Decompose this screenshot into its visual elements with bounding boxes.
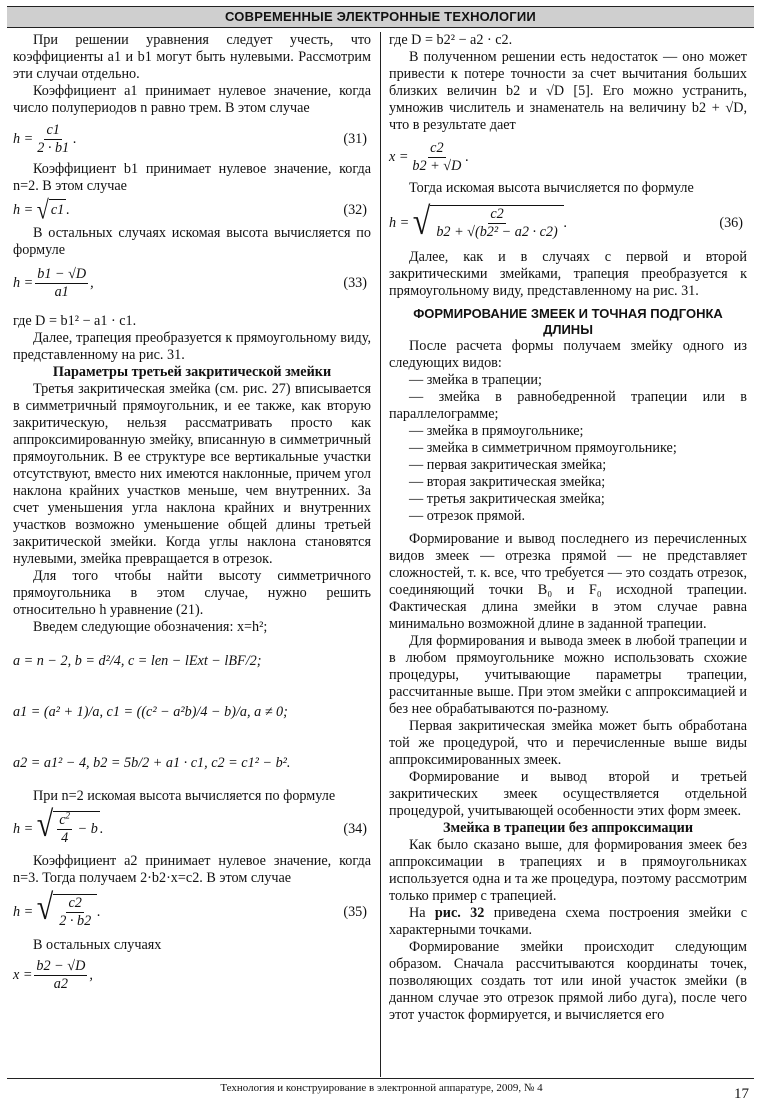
paragraph: Далее, как и в случаях с первой и второй закритическими змейками, трапеция преобразуется к прямоугольному виду, представленному на рис. 31. (389, 249, 747, 299)
paragraph: где D = b2² − a2 · c2. (389, 32, 513, 48)
equation-number: (31) (343, 130, 367, 147)
equation-36: h = √ $\frac{c2}{\text{b2 + √(b2² − a2 · c2)}}$ . (36) (389, 199, 743, 243)
paragraph: На рис. 32 приведена схема построения змейки с характерными точками. (389, 905, 747, 938)
paragraph: В остальных случаях искомая высота вычисляется по формуле (13, 225, 371, 258)
square-root: √ c1 (36, 194, 65, 225)
footer-rule (7, 1078, 754, 1079)
running-header: СОВРЕМЕННЫЕ ЭЛЕКТРОННЫЕ ТЕХНОЛОГИИ (7, 6, 754, 28)
paragraph: Коэффициент a2 принимает нулевое значение, когда n=3. Тогда получаем 2·b2·x=c2. В этом случае (13, 853, 371, 886)
eq-lhs: h = (13, 130, 34, 147)
list-item: — вторая закритическая змейка; (409, 474, 606, 490)
page-number: 17 (734, 1086, 749, 1102)
paragraph: Для того чтобы найти высоту симметричного прямоугольника в этом случае, нужно решить относительно h уравнение (21). (13, 568, 371, 618)
list-item: — змейка в прямоугольнике; (409, 423, 584, 439)
square-root: √ $\frac{c2}{\text{b2 + √(b2² − a2 · c2)}}$ (413, 205, 564, 241)
paragraph: Третья закритическая змейка (см. рис. 27) вписывается в симметричный прямоугольник, и ее также, как вторую закритическую, нельзя рассматривать просто как аппроксимированную змейку, вписанную в симметричный прямоугольник. В ее структуре все вертикальные участки отсутствуют, вместо них имеются наклонные, причем угол наклона крайних участков меньше, чем внутренних. За счет уменьшения угла наклона крайних и внутренних участков возможно уменьшение общей длины третьей закритической змейки. Когда углы наклона становятся нулевыми, змейка превращается в отрезок. (13, 381, 371, 567)
numerator: c1 (46, 121, 60, 138)
journal-footer: Технология и конструирование в электронной аппаратуре, 2009, № 4 (220, 1082, 543, 1094)
section-heading: ФОРМИРОВАНИЕ ЗМЕЕК И ТОЧНАЯ ПОДГОНКА ДЛИНЫ (413, 306, 723, 337)
square-root: √ $\frac{c2}{2 \cdot b2}$ (37, 894, 97, 930)
fraction (34, 958, 87, 993)
paragraph: Первая закритическая змейка может быть обработана той же процедурой, что и перечисленные выше виды аппроксимированных змеек. (389, 718, 747, 768)
left-column (13, 32, 371, 996)
fraction (35, 266, 88, 301)
equation-33: h = $\frac{b1 - √D}{a1}$ , (33) (13, 265, 367, 300)
paragraph: Коэффициент b1 принимает нулевое значение, когда n=2. В этом случае (13, 161, 371, 194)
paragraph: Коэффициент a1 принимает нулевое значение, когда число полупериодов n равно трем. В этом случае (13, 83, 371, 116)
eq-lhs: x = (13, 966, 33, 983)
paragraph: Как было сказано выше, для формирования змеек без аппроксимации в трапециях и в прямоугольниках используется одна и та же процедура, поэтому рассмотрим только пример с трапецией. (389, 837, 747, 904)
paragraph: После расчета формы получаем змейку одного из следующих видов: (389, 338, 747, 371)
square-root: √ $\frac{c^2}{4}$ − b (36, 805, 98, 846)
equation-a1c1: a1 = (a² + 1)/a, c1 = ((c² − a²b)/4 − b)/a, a ≠ 0; (13, 703, 288, 720)
paragraph: Для формирования и вывода змеек в любой трапеции и в любом прямоугольнике можно использовать схожие процедуры, учитывающие параметры трапеции, рассчитанные выше. При этом змейки с аппроксимацией и без нее обрабатываются по-разному. (389, 633, 747, 717)
equation-31: h = $\frac{c1}{2 \cdot b1}$ . (31) (13, 121, 367, 156)
list-item: — змейка в симметричном прямоугольнике; (409, 440, 677, 456)
equation-number: (36) (719, 214, 743, 231)
list-item: — змейка в трапеции; (409, 372, 542, 388)
paragraph: Тогда искомая высота вычисляется по формуле (409, 180, 694, 196)
eq-lhs: h = (13, 201, 34, 218)
paragraph: где D = b1² − a1 · c1. (13, 313, 137, 329)
list-item: — отрезок прямой. (409, 508, 526, 524)
eq-lhs: x = (389, 148, 409, 165)
right-column (389, 32, 747, 1024)
eq-lhs: h = (13, 274, 34, 291)
equation-x: x = $\frac{b2 - √D}{a2}$ , (13, 957, 93, 992)
paragraph: При решении уравнения следует учесть, что коэффициенты a1 и b1 могут быть нулевыми. Рассмотрим эти случаи отдельно. (13, 32, 371, 82)
paragraph: При n=2 искомая высота вычисляется по формуле (33, 788, 336, 804)
equation-34: h = √ $\frac{c^2}{4}$ − b . (34) (13, 805, 367, 846)
fraction (410, 140, 463, 175)
numerator: b2 − √D (36, 957, 86, 974)
equation-number: (34) (343, 820, 367, 837)
paragraph: В полученном решении есть недостаток — оно может привести к потере точности за счет вычитания больших близких величин b2 и √D [5]. Его можно устранить, умножив числитель и знаменатель на величину b2 + √D, что в результате дает (389, 49, 747, 133)
numerator: b1 − √D (37, 265, 87, 282)
figure-reference: рис. 32 (434, 905, 485, 921)
denominator: b2 + √D (412, 157, 462, 174)
equation-number: (32) (343, 201, 367, 218)
equation-x2: x = $\frac{c2}{b2 + √D}$ . (389, 139, 469, 174)
list-item: — первая закритическая змейка; (409, 457, 607, 473)
equation-35: h = √ $\frac{c2}{2 \cdot b2}$ . (35) (13, 888, 367, 929)
equation-abc: a = n − 2, b = d²/4, c = len − lExt − lBF/2; (13, 652, 262, 669)
denominator: a2 (53, 975, 68, 992)
paragraph: Далее, трапеция преобразуется к прямоугольному виду, представленному на рис. 31. (13, 330, 371, 363)
list-item: — третья закритическая змейка; (409, 491, 605, 507)
paragraph: Введем следующие обозначения: x=h²; (33, 619, 268, 635)
list-item: — змейка в равнобедренной трапеции или в параллелограмме; (389, 389, 747, 422)
equation-number: (35) (343, 903, 367, 920)
column-divider (380, 32, 381, 1077)
section-heading: Параметры третьей закритической змейки (52, 364, 332, 380)
paragraph: Формирование и вывод второй и третьей закритических змеек осуществляется отдельной процедурой, учитывающей особенности этих форм змеек. (389, 769, 747, 819)
equation-number: (33) (343, 274, 367, 291)
denominator: 2 · b1 (37, 139, 70, 156)
fraction (35, 122, 71, 157)
paragraph: Формирование змейки происходит следующим образом. Сначала рассчитываются координаты точек, позволяющих создать тот или иной участок змейки (в данном случае это отрезок прямой либо дуга), после чего этот участок формируется, и вычисляется его (389, 939, 747, 1023)
denominator: a1 (54, 283, 69, 300)
paragraph: Формирование и вывод последнего из перечисленных видов змеек — отрезка прямой — не представляет сложностей, т. к. все, что требуется — это создать отрезок, соединяющий точки B₀ и F₀ исходной трапеции. Фактическая длина змейки в этом случае равна минимально возможной длине в заданной трапеции. (389, 531, 747, 632)
equation-32: h = √ c1 . (32) (13, 194, 367, 225)
numerator: c2 (430, 139, 444, 156)
equation-a2b2c2: a2 = a1² − 4, b2 = 5b/2 + a1 · c1, c2 = c1² − b². (13, 754, 291, 771)
section-heading: Змейка в трапеции без аппроксимации (442, 820, 694, 836)
paragraph: В остальных случаях (33, 937, 162, 953)
